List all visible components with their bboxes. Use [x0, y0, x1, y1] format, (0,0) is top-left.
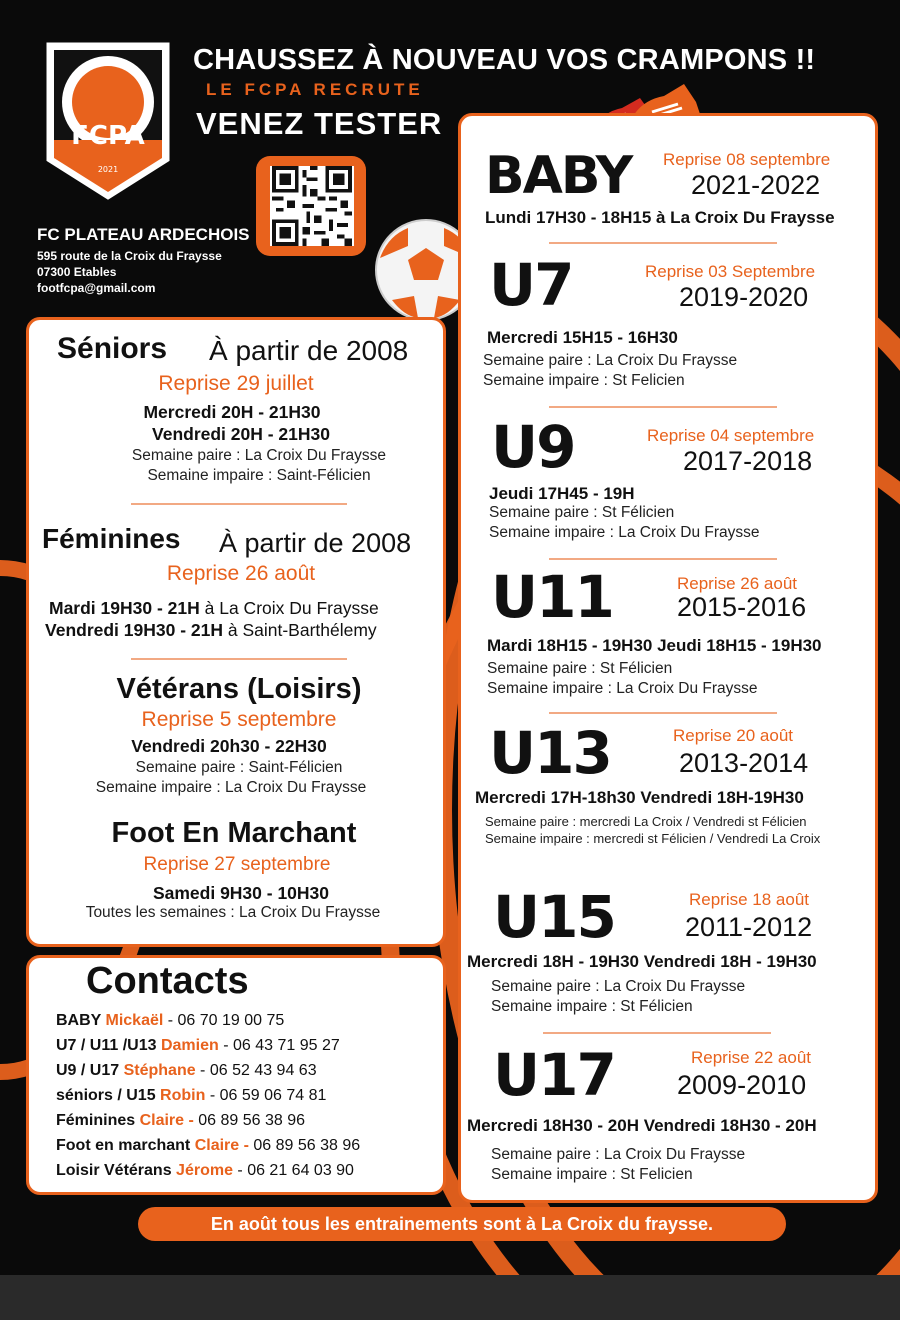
- u7-impaire: Semaine impaire : St Felicien: [483, 372, 685, 389]
- u11-title: U11: [491, 563, 613, 631]
- club-info: [37, 225, 250, 295]
- divider: [549, 712, 777, 714]
- baby-line1: Lundi 17H30 - 18H15 à La Croix Du Fraysse: [485, 208, 835, 227]
- u17-impaire: Semaine impaire : St Felicien: [491, 1166, 693, 1183]
- qr-code-icon[interactable]: [270, 166, 354, 246]
- u9-title: U9: [491, 413, 575, 481]
- divider: [549, 406, 777, 408]
- venez-tester: VENEZ TESTER: [196, 106, 443, 141]
- feminines-line2: [45, 620, 377, 641]
- adult-sections-card: [26, 317, 446, 947]
- u15-paire: Semaine paire : La Croix Du Fraysse: [491, 978, 746, 995]
- veterans-paire: Semaine paire : Saint-Félicien: [135, 759, 343, 776]
- feminines-title: Féminines: [42, 523, 181, 554]
- seniors-impaire: Semaine impaire : Saint-Félicien: [147, 467, 371, 484]
- contacts-card: [26, 955, 446, 1195]
- u7-reprise: Reprise 03 Septembre: [645, 262, 816, 281]
- bottom-bar: [0, 1275, 900, 1320]
- contact-item: Loisir Vétérans Jérome - 06 21 64 03 90: [56, 1162, 354, 1179]
- u15-impaire: Semaine impaire : St Félicien: [491, 998, 693, 1015]
- august-notice-banner: En août tous les entrainements sont à La Croix du fraysse.: [138, 1207, 786, 1241]
- u17-title: U17: [493, 1041, 615, 1109]
- contact-item: U7 / U11 /U13 Damien - 06 43 71 95 27: [56, 1037, 340, 1054]
- u13-years: 2013-2014: [679, 748, 809, 778]
- divider: [131, 658, 347, 660]
- divider: [549, 242, 777, 244]
- u15-years: 2011-2012: [685, 912, 813, 942]
- u13-line1: Mercredi 17H-18h30 Vendredi 18H-19H30: [475, 788, 804, 807]
- u7-years: 2019-2020: [679, 282, 809, 312]
- marchant-title: Foot En Marchant: [111, 817, 357, 849]
- feminines-line1: [49, 598, 379, 619]
- seniors-line1: Mercredi 20H - 21H30: [143, 402, 321, 422]
- veterans-reprise: Reprise 5 septembre: [141, 708, 337, 731]
- u17-paire: Semaine paire : La Croix Du Fraysse: [491, 1146, 746, 1163]
- club-email[interactable]: footfcpa@gmail.com: [37, 281, 156, 295]
- veterans-impaire: Semaine impaire : La Croix Du Fraysse: [95, 779, 367, 796]
- logo-abbr: FCPA: [71, 121, 145, 151]
- u9-paire: Semaine paire : St Félicien: [489, 504, 675, 521]
- marchant-line2: Toutes les semaines : La Croix Du Fraysse: [85, 904, 381, 921]
- logo-year: 2021: [97, 165, 119, 174]
- u15-reprise: Reprise 18 août: [689, 890, 810, 909]
- feminines-line1-time: Mardi 19H30 - 21H: [49, 598, 200, 618]
- u9-impaire: Semaine impaire : La Croix Du Fraysse: [489, 524, 760, 541]
- divider: [543, 1032, 771, 1034]
- u13-impaire: Semaine impaire : mercredi st Félicien / Vendredi La Croix: [485, 831, 821, 846]
- seniors-title: Séniors: [57, 332, 168, 365]
- u13-reprise: Reprise 20 août: [673, 726, 794, 745]
- veterans-title: Vétérans (Loisirs): [116, 673, 362, 705]
- marchant-line1: Samedi 9H30 - 10H30: [152, 883, 330, 903]
- u17-years: 2009-2010: [677, 1070, 807, 1100]
- contact-item: U9 / U17 Stéphane - 06 52 43 94 63: [56, 1062, 317, 1079]
- feminines-reprise: Reprise 26 août: [166, 562, 316, 585]
- u11-reprise: Reprise 26 août: [677, 574, 798, 593]
- seniors-reprise: Reprise 29 juillet: [158, 372, 314, 395]
- contacts-title: Contacts: [86, 960, 249, 1002]
- feminines-line2-place: à Saint-Barthélemy: [223, 620, 377, 640]
- contact-list: [56, 1008, 360, 1183]
- feminines-line2-time: Vendredi 19H30 - 21H: [45, 620, 223, 640]
- u17-reprise: Reprise 22 août: [691, 1048, 812, 1067]
- u13-title: U13: [489, 719, 611, 787]
- u9-line1: Jeudi 17H45 - 19H: [489, 484, 635, 503]
- headline: CHAUSSEZ À NOUVEAU VOS CRAMPONS !!: [193, 44, 816, 76]
- u15-title: U15: [493, 883, 615, 951]
- u11-impaire: Semaine impaire : La Croix Du Fraysse: [487, 680, 758, 697]
- divider: [549, 558, 777, 560]
- u15-line1: Mercredi 18H - 19H30 Vendredi 18H - 19H30: [467, 952, 817, 971]
- seniors-line2: Vendredi 20H - 21H30: [152, 424, 330, 444]
- recrute-tagline: LE FCPA RECRUTE: [206, 80, 424, 99]
- contact-item: Féminines Claire - 06 89 56 38 96: [56, 1112, 306, 1129]
- contact-item: séniors / U15 Robin - 06 59 06 74 81: [56, 1087, 327, 1104]
- feminines-line1-place: à La Croix Du Fraysse: [199, 598, 379, 618]
- club-name: FC PLATEAU ARDECHOIS: [37, 225, 250, 244]
- qr-code-panel[interactable]: [256, 156, 366, 256]
- veterans-line1: Vendredi 20h30 - 22H30: [131, 736, 327, 756]
- u11-paire: Semaine paire : St Félicien: [487, 660, 673, 677]
- divider: [131, 503, 347, 505]
- u13-paire: Semaine paire : mercredi La Croix / Vendredi st Félicien: [485, 814, 807, 829]
- u9-years: 2017-2018: [683, 446, 813, 476]
- contact-item: Foot en marchant Claire - 06 89 56 38 96: [56, 1137, 361, 1154]
- seniors-from: À partir de 2008: [209, 335, 409, 366]
- u17-line1: Mercredi 18H30 - 20H Vendredi 18H30 - 20H: [467, 1116, 817, 1135]
- club-city: 07300 Etables: [37, 265, 117, 279]
- u9-reprise: Reprise 04 septembre: [647, 426, 815, 445]
- marchant-reprise: Reprise 27 septembre: [143, 854, 331, 875]
- u11-years: 2015-2016: [677, 592, 807, 622]
- baby-title: BABY: [485, 146, 632, 206]
- u7-title: U7: [489, 251, 573, 319]
- feminines-from: À partir de 2008: [219, 528, 412, 558]
- baby-years: 2021-2022: [691, 170, 821, 200]
- club-address: 595 route de la Croix du Fraysse: [37, 249, 222, 263]
- u7-paire: Semaine paire : La Croix Du Fraysse: [483, 352, 738, 369]
- youth-sections-card: [458, 113, 878, 1203]
- contact-item: BABY Mickaël - 06 70 19 00 75: [56, 1012, 285, 1029]
- u11-line1: Mardi 18H15 - 19H30 Jeudi 18H15 - 19H30: [487, 636, 822, 655]
- u7-line1: Mercredi 15H15 - 16H30: [487, 328, 678, 347]
- seniors-paire: Semaine paire : La Croix Du Fraysse: [131, 447, 387, 464]
- club-logo: [44, 40, 172, 202]
- baby-reprise: Reprise 08 septembre: [663, 150, 831, 169]
